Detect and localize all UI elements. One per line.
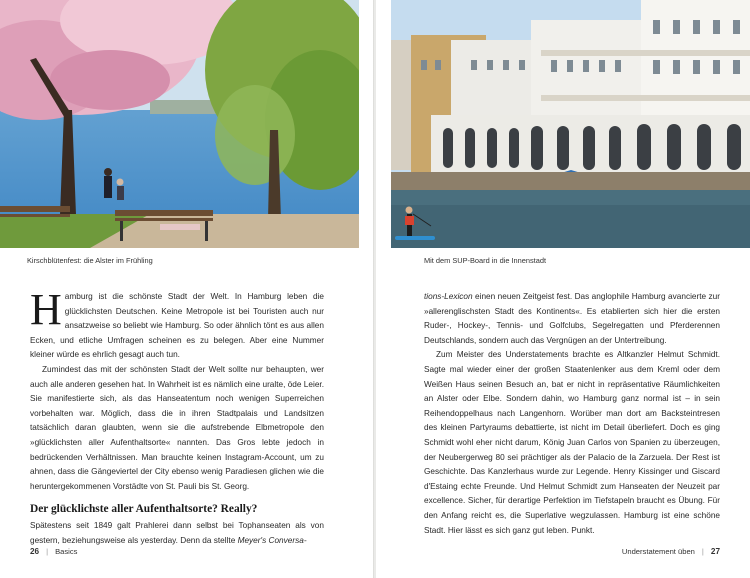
left-page — [0, 0, 374, 578]
running-head: Basics — [55, 547, 78, 556]
page-number: 27 — [710, 547, 720, 556]
drop-cap: H — [30, 285, 62, 334]
right-body-text — [424, 290, 720, 538]
photo-caption: Kirschblütenfest: die Alster im Frühling — [27, 256, 153, 265]
paragraph: Zumindest das mit der schönsten Stadt der Welt sollte nur behaupten, wer auch alle anderen gesehen hat. In Wahrheit ist es nämlich eine uralte, öde Leier. Sie manifestierte sich, als das Hanseatentum noch wenigen Superreichen vorbehalten war. Möglich, dass die in ihren Stadtpalais und Landsitzen tatsächlich daran glaubten, wenn sie die aufstrebende Elbmetropole den »glücklichsten aller Aufenthaltsorte« nannten. Das Gros lebte jedoch in bedrückenden Verhältnissen. Man brauchte keinen Instagram-Account, um zu ahnen, dass die Gängeviertel der City ebenso wenig Paradiesen glichen wie die heruntergekommenen Vorstädte von St. Pauli bis St. Georg. — [30, 364, 324, 491]
innenstadt-sup-photo — [391, 0, 750, 248]
right-page — [376, 0, 750, 578]
cherry-blossom-photo — [0, 0, 359, 248]
page-number: 26 — [30, 547, 40, 556]
subheading: Der glücklichste aller Aufenthaltsorte? Really? — [30, 503, 258, 516]
paragraph: Spätestens seit 1849 galt Prahlerei dann selbst bei Tophanseaten als von gestern, beziehungsweise als yesterday. Denn da stellte Meyer's Conversa- — [30, 520, 324, 545]
paragraph: Zum Meister des Understatements brachte es Altkanzler Helmut Schmidt. Sagte mal wieder einer der großen Staatenlenker aus dem Kreml oder dem Weißen Haus seinen Besuch an, bat er nicht in repräsentative Räumlichkeiten an Alster oder Elbe. Sondern dahin, wo Hamburg ganz normal ist – in sein Reihendoppelhaus nach Langenhorn. Worüber man dort am Backsteintresen des kleinen Partyraums debattierte, ist nicht im Detail überliefert. Doch es ging Schmidt wohl eher nicht darum, König Juan Carlos von Spanien zu überzeugen, der Neubergerweg 80 sei prächtiger als der Palacio de la Zarzuela. Der Rest ist Geschichte. Das Kanzlerhaus wurde zur Legende. Henry Kissinger und Giscard d'Estaing echte Freunde. Und Helmut Schmidt zum Hanseaten der Neuzeit par excellence. Sicher, für derartige Perfektion im Tiefstapeln braucht es Übung. Für den Anfang reicht es, die Superlative wegzulassen. Hamburg ist eine schöne Stadt. Hier lässt es sich ganz gut leben. Punkt. — [424, 350, 720, 535]
photo-caption: Mit dem SUP-Board in die Innenstadt — [424, 256, 547, 265]
intro-paragraph: Hamburg ist die schönste Stadt der Welt. In Hamburg leben die glücklichsten Deutschen. Keine Metropole ist bei Touristen auch nur ansatzweise so beliebt wie Hamburg. So oder ähnlich tönt es aus allen Ecken, und etliche Umfragen scheinen es zu belegen. Aber eine Nummer kleiner würde es ehrlich gesagt auch tun. — [30, 285, 324, 360]
paragraph: tions-Lexicon einen neuen Zeitgeist fest. Das anglophile Hamburg avancierte zur »allerenglischsten Stadt des Kontinents«. Es etablierten sich hier die ersten Ruder-, Hockey-, Tennis- und Golfclubs, Segelregatten und Pferderennen Deutschlands, sondern auch das Vergnügen an der Untertreibung. — [424, 292, 720, 345]
left-folio: 26 | Basics — [30, 547, 78, 556]
running-head: Understatement üben — [621, 547, 695, 556]
right-folio: Understatement üben | 27 — [621, 547, 720, 556]
left-body-text — [30, 285, 324, 548]
